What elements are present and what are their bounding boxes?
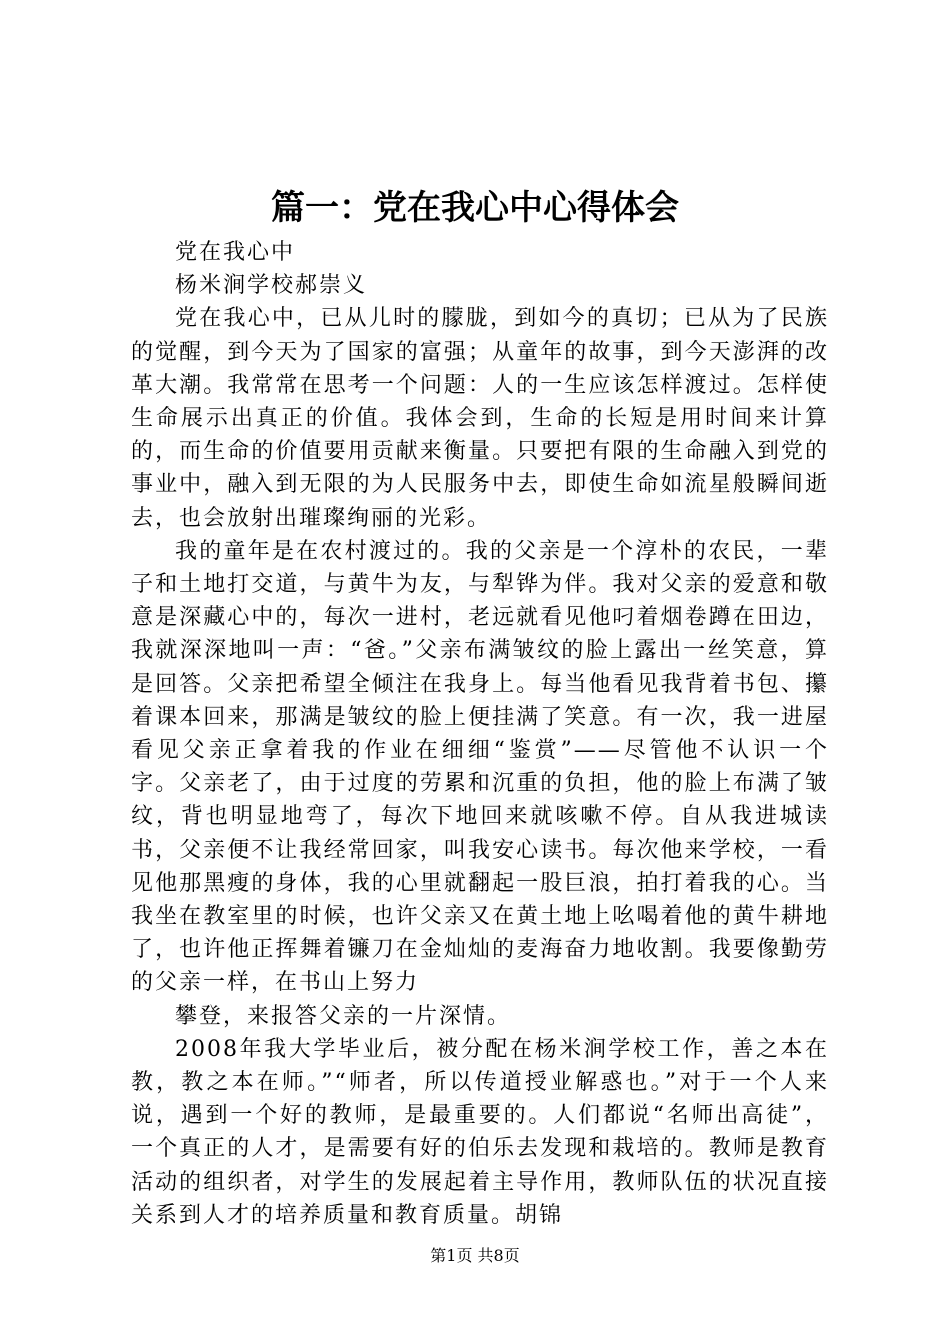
body-paragraph: 党在我心中 bbox=[175, 240, 296, 265]
body-paragraph: 我的童年是在农村渡过的。我的父亲是一个淳朴的农民，一辈子和土地打交道，与黄牛为友，与犁铧为伴。我对父亲的爱意和敬意是深藏心中的，每次一进村，老远就看见他叼着烟卷蹲在田边，我就深深地叫一声：“爸。”父亲布满皱纹的脸上露出一丝笑意，算是回答。父亲把希望全倾注在我身上。每当他看见我背着书包、攥着课本回来，那满是皱纹的脸上便挂满了笑意。有一次，我一进屋看见父亲正拿着我的作业在细细“鉴赏”——尽管他不认识一个字。父亲老了，由于过度的劳累和沉重的负担，他的脸上布满了皱纹，背也明显地弯了，每次下地回来就咳嗽不停。自从我进城读书，父亲便不让我经常回家，叫我安心读书。每次他来学校，一看见他那黑瘦的身体，我的心里就翻起一股巨浪，拍打着我的心。当我坐在教室里的时候，也许父亲又在黄土地上吆喝着他的黄牛耕地了，也许他正挥舞着镰刀在金灿灿的麦海奋力地收割。我要像勤劳的父亲一样，在书山上努力 bbox=[131, 538, 829, 996]
page-number-footer: 第1页 共8页 bbox=[430, 1246, 520, 1265]
body-paragraph: 杨米涧学校郝崇义 bbox=[175, 273, 368, 299]
document-title: 篇一：党在我心中心得体会 bbox=[271, 188, 679, 228]
document-body bbox=[131, 236, 829, 1232]
body-paragraph: 攀登，来报答父亲的一片深情。 bbox=[175, 1003, 512, 1029]
body-paragraph: 2008年我大学毕业后，被分配在杨米涧学校工作，善之本在教，教之本在师。”“师者，所以传道授业解惑也。”对于一个人来说，遇到一个好的教师，是最重要的。人们都说“名师出高徒”，一个真正的人才，是需要有好的伯乐去发现和栽培的。教师是教育活动的组织者，对学生的发展起着主导作用，教师队伍的状况直接关系到人才的培养质量和教育质量。胡锦 bbox=[131, 1036, 829, 1228]
body-paragraph: 党在我心中，已从儿时的朦胧，到如今的真切；已从为了民族的觉醒，到今天为了国家的富强；从童年的故事，到今天澎湃的改革大潮。我常常在思考一个问题：人的一生应该怎样渡过。怎样使生命展示出真正的价值。我体会到，生命的长短是用时间来计算的，而生命的价值要用贡献来衡量。只要把有限的生命融入到党的事业中，融入到无限的为人民服务中去，即使生命如流星般瞬间逝去，也会放射出璀璨绚丽的光彩。 bbox=[131, 306, 829, 531]
